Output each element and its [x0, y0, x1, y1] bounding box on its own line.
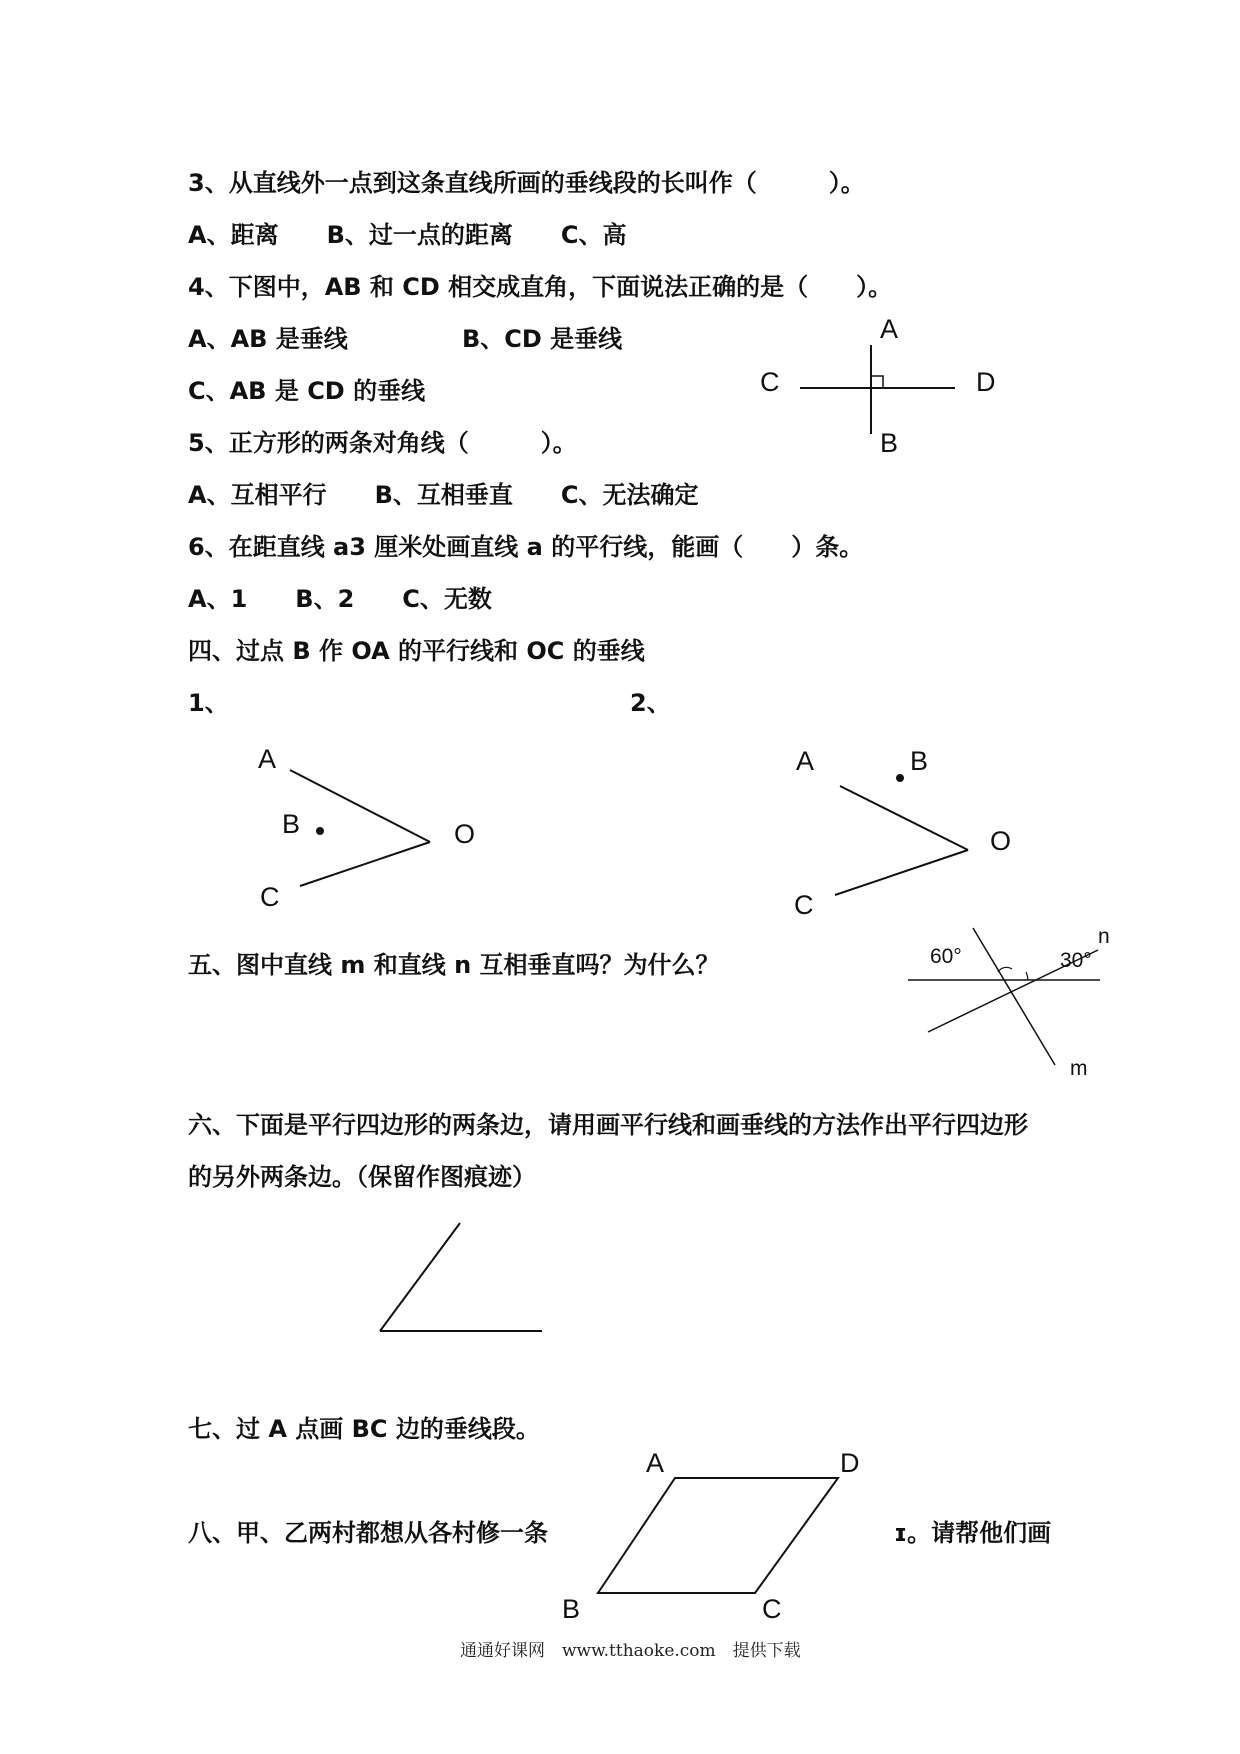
section-4-heading: 四、过点 B 作 OA 的平行线和 OC 的垂线 [188, 637, 645, 665]
question-4: 4、下图中，AB 和 CD 相交成直角，下面说法正确的是（ ）。 [188, 273, 893, 301]
para-label-a: A [646, 1448, 665, 1478]
ray-oa [290, 770, 430, 842]
question-6: 6、在距直线 a3 厘米处画直线 a 的平行线，能画（ ）条。 [188, 533, 864, 561]
parallelogram-abcd-figure [580, 1460, 880, 1610]
question-4-option-c: C、AB 是 CD 的垂线 [188, 377, 426, 405]
right-angle-mark [871, 376, 883, 388]
ray-oc [835, 850, 968, 895]
question-6-options: A、1 B、2 C、无数 [188, 585, 492, 613]
fig2-label-b: B [910, 746, 929, 776]
fig2-label-a: A [796, 746, 815, 776]
question-3-options: A、距离 B、过一点的距离 C、高 [188, 221, 627, 249]
parallelogram-abcd [598, 1478, 838, 1593]
fig2-label-o: O [990, 826, 1012, 856]
angle-arc-60 [998, 967, 1012, 972]
q4-label-c: C [760, 367, 780, 397]
angle-figure-2 [820, 760, 980, 930]
para-label-c: C [762, 1594, 782, 1624]
fig2-label-c: C [794, 890, 814, 920]
fig1-label-o: O [454, 819, 476, 849]
fig1-label-a: A [258, 744, 277, 774]
line-label-m: m [1070, 1057, 1088, 1080]
angle-figure-1 [290, 760, 460, 900]
q4-label-b: B [880, 428, 899, 458]
ray-oa [840, 786, 968, 850]
section-4-item-2: 2、 [630, 689, 671, 717]
section-8-right: ɪ。请帮他们画 [894, 1519, 1052, 1547]
point-b [316, 827, 324, 835]
question-4-option-a: A、AB 是垂线 [188, 325, 348, 353]
footer-source: 通通好课网 www.tthaoke.com 提供下载 [460, 1641, 801, 1661]
line-label-n: n [1098, 925, 1110, 948]
section-6-line-1: 六、下面是平行四边形的两条边，请用画平行线和画垂线的方法作出平行四边形 [188, 1111, 1028, 1139]
section-4-item-1: 1、 [188, 689, 229, 717]
section-8-left: 八、甲、乙两村都想从各村修一条 [188, 1519, 548, 1547]
angle-label-30: 30° [1060, 949, 1092, 972]
q4-label-a: A [880, 314, 899, 344]
q4-label-d: D [976, 367, 996, 397]
question-5-options: A、互相平行 B、互相垂直 C、无法确定 [188, 481, 699, 509]
para-label-d: D [840, 1448, 860, 1478]
line-m [973, 928, 1055, 1065]
angle-arc-30 [1026, 972, 1028, 980]
angle-label-60: 60° [930, 945, 962, 968]
parallelogram-sides-figure [370, 1215, 550, 1345]
question-4-option-b: B、CD 是垂线 [462, 325, 623, 353]
question-3: 3、从直线外一点到这条直线所画的垂线段的长叫作（ ）。 [188, 169, 865, 197]
section-5-heading: 五、图中直线 m 和直线 n 互相垂直吗？为什么？ [188, 951, 720, 979]
fig1-label-b: B [282, 809, 301, 839]
slanted-side [380, 1223, 460, 1331]
point-b [896, 774, 904, 782]
section-6-line-2: 的另外两条边。（保留作图痕迹） [188, 1163, 536, 1191]
section-7-heading: 七、过 A 点画 BC 边的垂线段。 [188, 1415, 540, 1443]
ray-oc [300, 842, 430, 886]
question-5: 5、正方形的两条对角线（ ）。 [188, 429, 577, 457]
para-label-b: B [562, 1594, 581, 1624]
fig1-label-c: C [260, 882, 280, 912]
